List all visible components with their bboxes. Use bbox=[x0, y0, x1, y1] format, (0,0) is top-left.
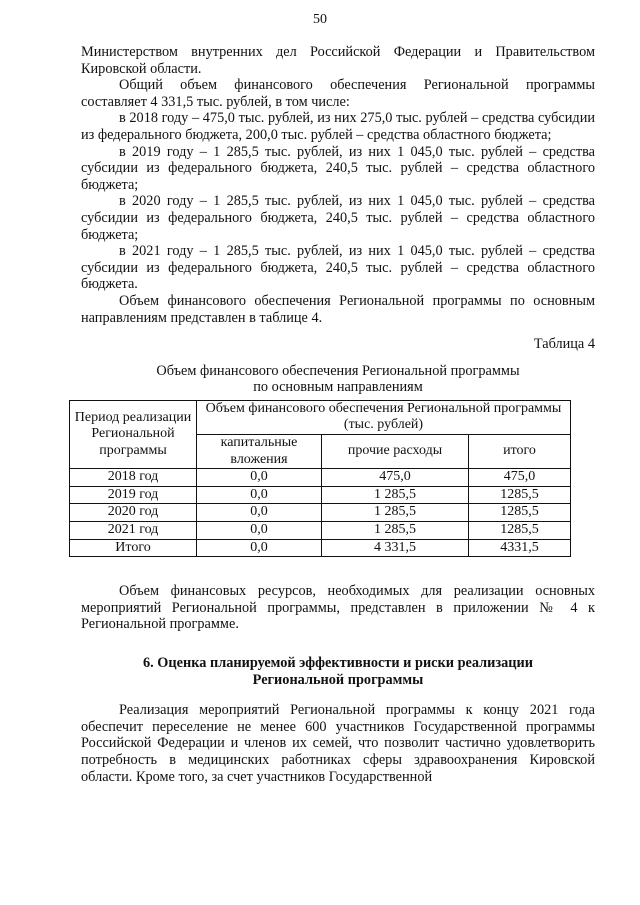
cell-capital: 0,0 bbox=[197, 522, 322, 540]
section-heading-line: Региональной программы bbox=[252, 671, 424, 688]
header-capital: капитальные вложения bbox=[197, 435, 322, 469]
cell-period: 2021 год bbox=[70, 522, 197, 540]
cell-total: 1285,5 bbox=[469, 486, 571, 504]
cell-total: 475,0 bbox=[469, 469, 571, 487]
cell-total: 4331,5 bbox=[469, 539, 571, 557]
table-row bbox=[70, 522, 571, 540]
cell-capital: 0,0 bbox=[197, 539, 322, 557]
table-title-line: по основным направлениям bbox=[253, 379, 423, 396]
cell-other: 475,0 bbox=[322, 469, 469, 487]
paragraph: Министерством внутренних дел Российской Федерации и Правительством Кировской области. bbox=[81, 44, 595, 77]
section-heading bbox=[81, 655, 595, 688]
cell-total: 1285,5 bbox=[469, 522, 571, 540]
header-total: итого bbox=[469, 435, 571, 469]
header-volume: Объем финансового обеспечения Региональной программы (тыс. рублей) bbox=[197, 400, 571, 434]
paragraph: в 2018 году – 475,0 тыс. рублей, из них 275,0 тыс. рублей – средства субсидии из федерального бюджета, 200,0 тыс. рублей – средства областного бюджета; bbox=[81, 110, 595, 143]
header-other: прочие расходы bbox=[322, 435, 469, 469]
paragraph: Реализация мероприятий Региональной программы к концу 2021 года обеспечит переселение не менее 600 участников Государственной программы Российской Федерации и членов их семей, что позволит частично удовлетворить потребность в медицинских работниках сферы здравоохранения Кировской области. Кроме того, за счет участников Государственной bbox=[81, 702, 595, 785]
table-row bbox=[70, 504, 571, 522]
paragraph: в 2021 году – 1 285,5 тыс. рублей, из них 1 045,0 тыс. рублей – средства субсидии из федерального бюджета, 240,5 тыс. рублей – средства областного бюджета. bbox=[81, 243, 595, 293]
cell-period: 2019 год bbox=[70, 486, 197, 504]
paragraph: Объем финансовых ресурсов, необходимых для реализации основных мероприятий Региональной программы, представлен в приложении № 4 к Региональной программе. bbox=[81, 583, 595, 633]
section-heading-line: 6. Оценка планируемой эффективности и риски реализации bbox=[142, 655, 534, 671]
cell-other: 1 285,5 bbox=[322, 504, 469, 522]
paragraph: Объем финансового обеспечения Региональной программы по основным направлениям представлен в таблице 4. bbox=[81, 292, 595, 326]
header-period: Период реализации Региональной программы bbox=[70, 400, 197, 468]
cell-period: 2020 год bbox=[70, 504, 197, 522]
paragraph: Общий объем финансового обеспечения Региональной программы составляет 4 331,5 тыс. рублей, в том числе: bbox=[81, 77, 595, 110]
document-body bbox=[74, 44, 595, 785]
page-number: 50 bbox=[313, 12, 327, 27]
cell-capital: 0,0 bbox=[197, 469, 322, 487]
table-title-line: Объем финансового обеспечения Региональной программы bbox=[156, 362, 520, 379]
cell-period: Итого bbox=[70, 539, 197, 557]
paragraph: в 2020 году – 1 285,5 тыс. рублей, из них 1 045,0 тыс. рублей – средства субсидии из федерального бюджета, 240,5 тыс. рублей – средства областного бюджета; bbox=[81, 193, 595, 243]
cell-capital: 0,0 bbox=[197, 504, 322, 522]
table-row bbox=[70, 486, 571, 504]
table-row bbox=[70, 469, 571, 487]
cell-total: 1285,5 bbox=[469, 504, 571, 522]
cell-other: 4 331,5 bbox=[322, 539, 469, 557]
cell-other: 1 285,5 bbox=[322, 486, 469, 504]
table-label: Таблица 4 bbox=[533, 336, 595, 353]
table-row bbox=[70, 539, 571, 557]
funding-table bbox=[69, 400, 571, 557]
paragraph: в 2019 году – 1 285,5 тыс. рублей, из них 1 045,0 тыс. рублей – средства субсидии из федерального бюджета, 240,5 тыс. рублей – средства областного бюджета; bbox=[81, 143, 595, 193]
table-title bbox=[81, 363, 595, 396]
cell-other: 1 285,5 bbox=[322, 522, 469, 540]
cell-period: 2018 год bbox=[70, 469, 197, 487]
cell-capital: 0,0 bbox=[197, 486, 322, 504]
